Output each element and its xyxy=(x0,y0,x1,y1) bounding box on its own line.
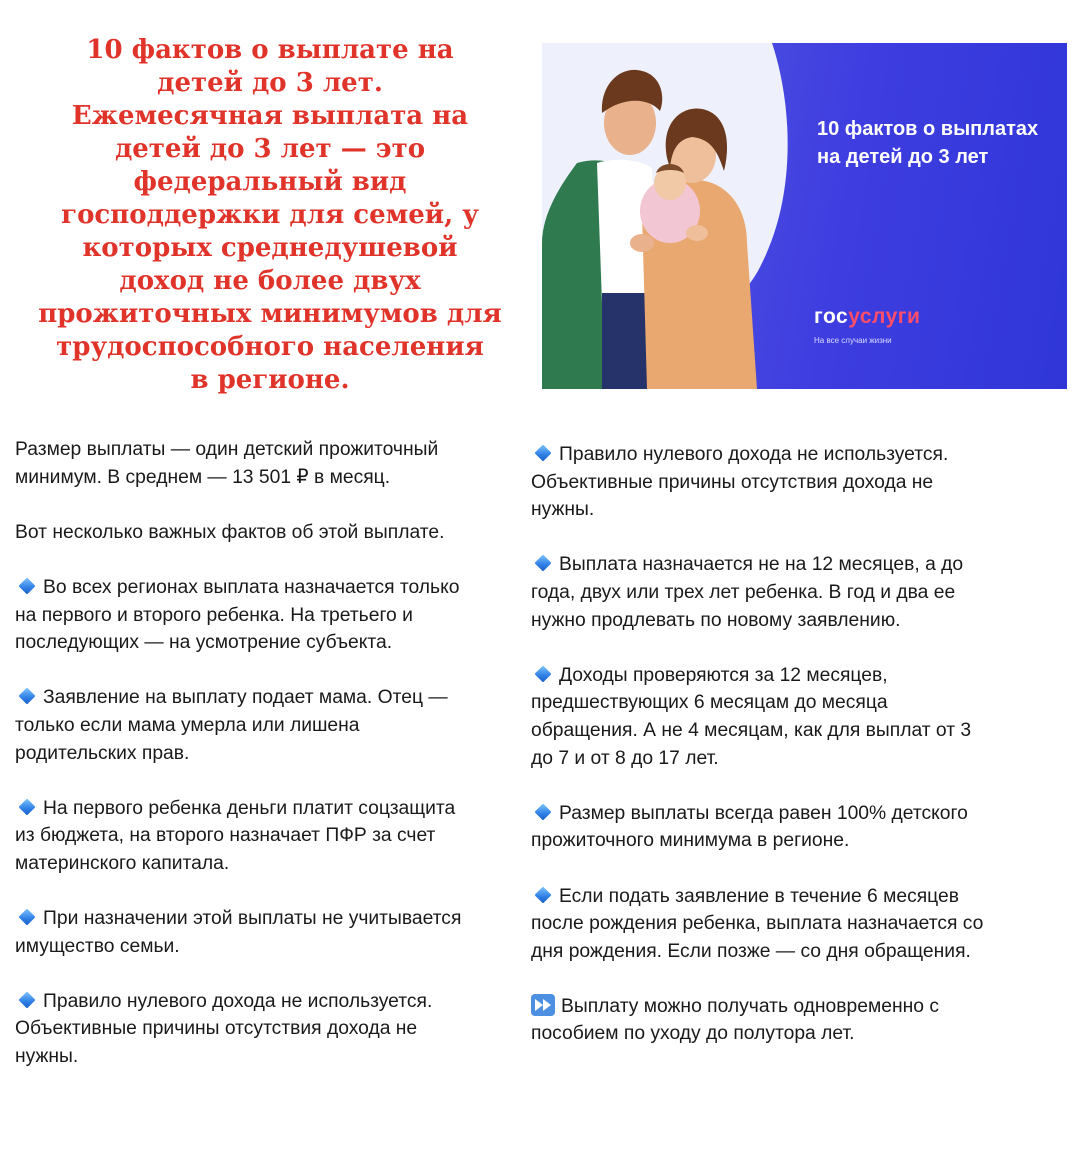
text-line: Доходы проверяются за 12 месяцев, xyxy=(559,664,888,686)
text-line: При назначении этой выплаты не учитывается xyxy=(43,908,462,930)
blue-diamond-icon xyxy=(535,665,552,682)
text-line: года, двух или трех лет ребенка. В год и два ее xyxy=(531,581,956,603)
headline-line: детей до 3 лет — это xyxy=(114,134,426,164)
gosuslugi-logo xyxy=(814,305,920,329)
text-line: Если подать заявление в течение 6 месяцев xyxy=(559,885,959,907)
text-line: Правило нулевого дохода не используется. xyxy=(559,444,949,465)
text-line: из бюджета, на второго назначает ПФР за счет xyxy=(15,825,436,847)
fact-item xyxy=(531,993,1051,1048)
family-illustration xyxy=(542,43,1067,389)
banner-title xyxy=(817,115,1062,171)
logo-part-gos: гос xyxy=(814,305,849,328)
fact-item xyxy=(15,684,513,767)
text-line: нужны. xyxy=(15,1046,79,1068)
text-line: Вот несколько важных фактов об этой выплате. xyxy=(15,521,445,543)
headline-line: детей до 3 лет. xyxy=(157,68,383,98)
text-line: Заявление на выплату подает мама. Отец — xyxy=(43,687,448,709)
fact-item xyxy=(531,800,1051,855)
fact-item xyxy=(531,551,1051,634)
fact-item xyxy=(531,441,1051,524)
text-line: имущество семьи. xyxy=(15,935,180,957)
text-line: Объективные причины отсутствия дохода не xyxy=(15,1018,418,1040)
left-facts-column xyxy=(15,436,513,1098)
blue-diamond-icon xyxy=(535,555,552,572)
headline-line: господдержки для семей, у xyxy=(61,200,479,230)
text-line: на первого и второго ребенка. На третьего и xyxy=(15,604,413,626)
blue-diamond-icon xyxy=(19,577,36,594)
text-line: до 7 и от 8 до 17 лет. xyxy=(531,747,719,769)
headline xyxy=(30,34,510,397)
blue-diamond-icon xyxy=(535,445,552,462)
text-line: минимум. В среднем — 13 501 ₽ в месяц. xyxy=(15,466,391,488)
logo-slogan: На все случаи жизни xyxy=(814,336,892,345)
text-line: Размер выплаты всегда равен 100% детского xyxy=(559,802,968,824)
headline-line: которых среднедушевой xyxy=(82,233,458,263)
banner-title-line: на детей до 3 лет xyxy=(817,146,989,168)
text-line: нужны. xyxy=(531,499,595,521)
blue-diamond-icon xyxy=(19,798,36,815)
headline-line: федеральный вид xyxy=(133,167,407,197)
banner-title-line: 10 фактов о выплатах xyxy=(817,118,1039,140)
fast-forward-icon xyxy=(531,994,555,1016)
text-line: нужно продлевать по новому заявлению. xyxy=(531,609,901,631)
fact-item xyxy=(15,574,513,657)
right-facts-column xyxy=(531,441,1051,1076)
text-line: родительских прав. xyxy=(15,742,190,764)
text-line: На первого ребенка деньги платит соцзащита xyxy=(43,797,456,819)
gosuslugi-banner xyxy=(542,43,1067,389)
text-line: Во всех регионах выплата назначается только xyxy=(43,576,460,598)
text-line: после рождения ребенка, выплата назначается со xyxy=(531,913,984,935)
blue-diamond-icon xyxy=(535,803,552,820)
headline-line: Ежемесячная выплата на xyxy=(71,101,469,131)
text-line: последующих — на усмотрение субъекта. xyxy=(15,632,393,654)
fact-item xyxy=(15,905,513,960)
text-line: Выплату можно получать одновременно с xyxy=(561,995,939,1017)
fact-item xyxy=(15,988,513,1071)
text-line: пособием по уходу до полутора лет. xyxy=(531,1023,855,1045)
headline-line: прожиточных минимумов для xyxy=(38,299,502,329)
headline-line: в регионе. xyxy=(190,365,350,395)
blue-diamond-icon xyxy=(19,991,36,1008)
text-line: Объективные причины отсутствия дохода не xyxy=(531,471,934,493)
blue-diamond-icon xyxy=(535,886,552,903)
text-line: обращения. А не 4 месяцам, как для выплат от 3 xyxy=(531,719,972,741)
headline-line: 10 фактов о выплате на xyxy=(86,35,454,65)
fact-paragraph xyxy=(15,436,513,491)
text-line: предшествующих 6 месяцам до месяца xyxy=(531,692,888,714)
fact-item xyxy=(531,883,1051,966)
blue-diamond-icon xyxy=(19,688,36,705)
fact-paragraph xyxy=(15,519,513,547)
text-line: Выплата назначается не на 12 месяцев, а до xyxy=(559,554,964,576)
text-line: прожиточного минимума в регионе. xyxy=(531,830,850,852)
text-line: только если мама умерла или лишена xyxy=(15,714,360,736)
headline-line: доход не более двух xyxy=(119,266,421,296)
logo-part-uslugi: услуги xyxy=(848,305,921,328)
blue-diamond-icon xyxy=(19,909,36,926)
headline-line: трудоспособного населения xyxy=(56,332,484,362)
fact-item xyxy=(531,662,1051,772)
text-line: Правило нулевого дохода не используется. xyxy=(43,990,433,1012)
text-line: дня рождения. Если позже — со дня обращения. xyxy=(531,940,971,962)
text-line: материнского капитала. xyxy=(15,852,230,874)
fact-item xyxy=(15,795,513,878)
text-line: Размер выплаты — один детский прожиточный xyxy=(15,439,439,460)
